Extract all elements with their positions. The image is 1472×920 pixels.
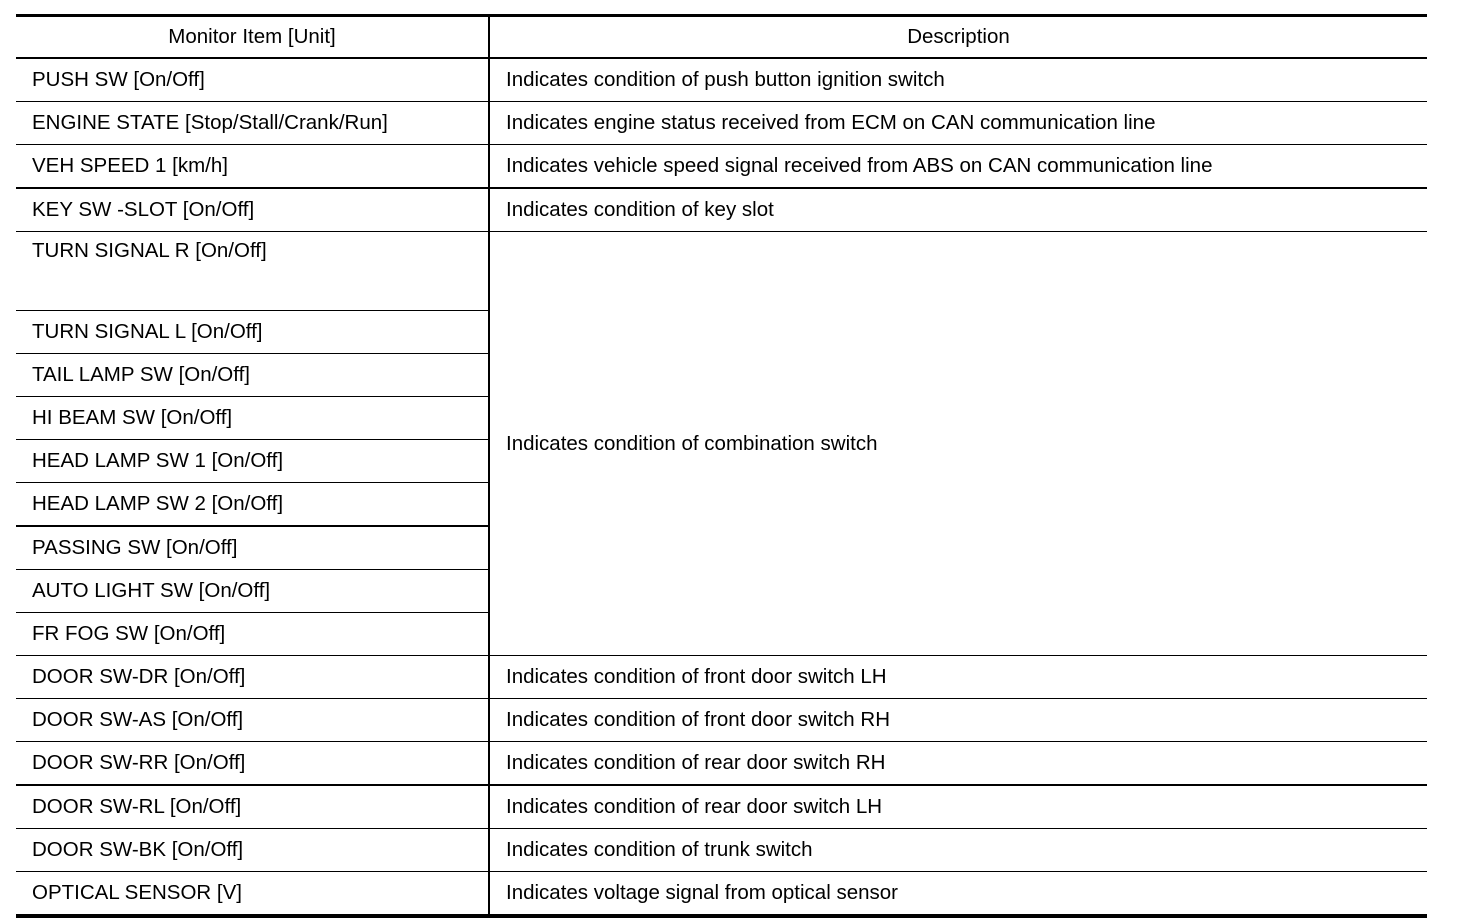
- monitor-item-cell: HEAD LAMP SW 2 [On/Off]: [16, 483, 489, 527]
- table-row: [16, 785, 1427, 829]
- description-cell: Indicates vehicle speed signal received from ABS on CAN communication line: [489, 145, 1427, 189]
- description-cell: Indicates engine status received from ECM on CAN communication line: [489, 102, 1427, 145]
- monitor-item-cell: VEH SPEED 1 [km/h]: [16, 145, 489, 189]
- table-row: [16, 742, 1427, 786]
- description-cell-combination-switch: Indicates condition of combination switch: [489, 232, 1427, 656]
- description-cell: Indicates condition of front door switch LH: [489, 656, 1427, 699]
- column-header-monitor-item: Monitor Item [Unit]: [16, 16, 489, 59]
- table-row: [16, 699, 1427, 742]
- monitor-item-cell: DOOR SW-RR [On/Off]: [16, 742, 489, 786]
- description-cell: Indicates condition of key slot: [489, 188, 1427, 232]
- table-row: [16, 188, 1427, 232]
- table-row: [16, 145, 1427, 189]
- monitor-item-cell: PUSH SW [On/Off]: [16, 58, 489, 102]
- monitor-item-table: [16, 14, 1427, 918]
- column-header-description: Description: [489, 16, 1427, 59]
- monitor-item-cell: HI BEAM SW [On/Off]: [16, 397, 489, 440]
- description-cell: Indicates condition of rear door switch RH: [489, 742, 1427, 786]
- monitor-item-cell: TAIL LAMP SW [On/Off]: [16, 354, 489, 397]
- monitor-item-cell: HEAD LAMP SW 1 [On/Off]: [16, 440, 489, 483]
- description-cell: Indicates condition of push button ignition switch: [489, 58, 1427, 102]
- table-row: [16, 232, 1427, 311]
- monitor-item-cell: OPTICAL SENSOR [V]: [16, 872, 489, 917]
- monitor-item-cell: DOOR SW-BK [On/Off]: [16, 829, 489, 872]
- description-cell: Indicates condition of rear door switch LH: [489, 785, 1427, 829]
- table-row: [16, 656, 1427, 699]
- monitor-item-cell: PASSING SW [On/Off]: [16, 526, 489, 570]
- table-row: [16, 102, 1427, 145]
- monitor-item-cell: TURN SIGNAL R [On/Off]: [16, 232, 489, 311]
- table-row: [16, 58, 1427, 102]
- monitor-item-cell: TURN SIGNAL L [On/Off]: [16, 311, 489, 354]
- monitor-item-cell: KEY SW -SLOT [On/Off]: [16, 188, 489, 232]
- table-row: [16, 872, 1427, 917]
- monitor-item-cell: DOOR SW-RL [On/Off]: [16, 785, 489, 829]
- monitor-item-cell: ENGINE STATE [Stop/Stall/Crank/Run]: [16, 102, 489, 145]
- table-header-row: [16, 16, 1427, 59]
- description-cell: Indicates condition of trunk switch: [489, 829, 1427, 872]
- monitor-item-cell: AUTO LIGHT SW [On/Off]: [16, 570, 489, 613]
- monitor-item-cell: DOOR SW-AS [On/Off]: [16, 699, 489, 742]
- table-row: [16, 829, 1427, 872]
- monitor-item-cell: DOOR SW-DR [On/Off]: [16, 656, 489, 699]
- description-cell: Indicates voltage signal from optical sensor: [506, 881, 898, 904]
- description-cell: Indicates condition of front door switch RH: [489, 699, 1427, 742]
- monitor-item-cell: FR FOG SW [On/Off]: [16, 613, 489, 656]
